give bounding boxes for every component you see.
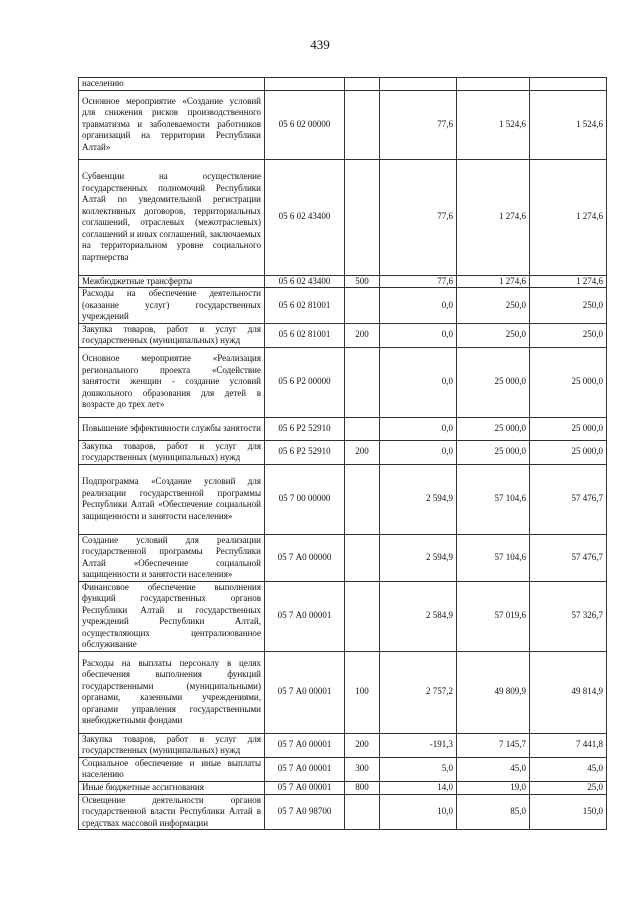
row-value-1: 0,0 (380, 288, 457, 324)
row-code: 05 7 А0 00001 (265, 757, 345, 781)
row-value-3: 25 000,0 (530, 417, 607, 440)
table-row (79, 757, 607, 781)
row-name: Основное мероприятие «Реализация регионального проекта «Содействие занятости женщин - создание условий дошкольного образования для детей в возрасте до трех лет» (79, 347, 265, 417)
budget-table-body (79, 78, 607, 830)
row-value-2: 1 524,6 (457, 90, 530, 159)
row-code (265, 78, 345, 91)
row-type (345, 78, 380, 91)
page-number: 439 (310, 37, 330, 52)
row-type (345, 417, 380, 440)
row-value-1: -191,3 (380, 733, 457, 757)
table-row (79, 464, 607, 534)
row-value-1: 0,0 (380, 347, 457, 417)
row-type: 200 (345, 733, 380, 757)
row-value-1: 14,0 (380, 781, 457, 794)
row-value-1 (380, 78, 457, 91)
row-code: 05 7 А0 00000 (265, 534, 345, 581)
table-row (79, 534, 607, 581)
row-code: 05 7 А0 00001 (265, 581, 345, 651)
table-row (79, 275, 607, 288)
row-value-3: 57 476,7 (530, 464, 607, 534)
row-value-2: 45,0 (457, 757, 530, 781)
table-row (79, 794, 607, 830)
row-code: 05 6 P2 52910 (265, 417, 345, 440)
row-value-3: 25 000,0 (530, 440, 607, 464)
budget-table (78, 77, 607, 830)
row-type (345, 288, 380, 324)
row-code: 05 7 00 00000 (265, 464, 345, 534)
row-value-3: 25,0 (530, 781, 607, 794)
row-type (345, 347, 380, 417)
row-value-3: 45,0 (530, 757, 607, 781)
row-value-2: 250,0 (457, 288, 530, 324)
row-value-3: 1 524,6 (530, 90, 607, 159)
table-row (79, 781, 607, 794)
row-value-3: 150,0 (530, 794, 607, 830)
row-value-1: 77,6 (380, 275, 457, 288)
row-value-1: 2 757,2 (380, 651, 457, 733)
row-value-2: 19,0 (457, 781, 530, 794)
row-value-2: 57 019,6 (457, 581, 530, 651)
row-name: Закупка товаров, работ и услуг для государственных (муниципальных) нужд (79, 323, 265, 347)
row-type: 200 (345, 440, 380, 464)
row-type (345, 581, 380, 651)
row-value-3: 49 814,9 (530, 651, 607, 733)
row-name: Расходы на выплаты персоналу в целях обеспечения выполнения функций государственными (муниципальными) органами, казенными учреждениями, органами управления государственными внебюджетными фондами (79, 651, 265, 733)
row-value-3: 250,0 (530, 323, 607, 347)
row-value-1: 5,0 (380, 757, 457, 781)
row-value-1: 0,0 (380, 440, 457, 464)
row-name: Субвенции на осуществление государственных полномочий Республики Алтай по уведомительной регистрации коллективных договоров, территориальных соглашений, отраслевых (межотраслевых) соглашений и иных соглашений, заключаемых на территориальном уровне социального партнерства (79, 159, 265, 275)
row-type: 100 (345, 651, 380, 733)
row-type (345, 464, 380, 534)
row-type (345, 794, 380, 830)
row-value-2: 25 000,0 (457, 347, 530, 417)
table-row (79, 90, 607, 159)
row-name: Межбюджетные трансферты (79, 275, 265, 288)
table-row (79, 347, 607, 417)
table-row (79, 78, 607, 91)
row-value-2: 1 274,6 (457, 275, 530, 288)
row-value-1: 0,0 (380, 323, 457, 347)
row-value-2: 250,0 (457, 323, 530, 347)
table-row (79, 581, 607, 651)
row-value-1: 2 594,9 (380, 464, 457, 534)
row-value-2: 57 104,6 (457, 464, 530, 534)
row-value-2: 25 000,0 (457, 417, 530, 440)
row-code: 05 6 02 43400 (265, 275, 345, 288)
row-value-1: 2 584,9 (380, 581, 457, 651)
row-value-1: 77,6 (380, 90, 457, 159)
row-code: 05 6 02 81001 (265, 288, 345, 324)
row-code: 05 6 02 81001 (265, 323, 345, 347)
row-name: Создание условий для реализации государственной программы Республики Алтай «Обеспечение социальной защищенности и занятости населения» (79, 534, 265, 581)
row-name: населению (79, 78, 265, 91)
table-row (79, 733, 607, 757)
row-value-3: 25 000,0 (530, 347, 607, 417)
row-value-3: 1 274,6 (530, 159, 607, 275)
table-row (79, 323, 607, 347)
row-name: Закупка товаров, работ и услуг для государственных (муниципальных) нужд (79, 733, 265, 757)
row-value-2: 49 809,9 (457, 651, 530, 733)
row-value-3: 250,0 (530, 288, 607, 324)
row-code: 05 6 P2 52910 (265, 440, 345, 464)
row-type (345, 159, 380, 275)
row-value-3: 7 441,8 (530, 733, 607, 757)
row-type: 800 (345, 781, 380, 794)
row-value-2: 85,0 (457, 794, 530, 830)
row-name: Подпрограмма «Создание условий для реализации государственной программы Республики Алтай «Обеспечение социальной защищенности и занятости населения» (79, 464, 265, 534)
row-name: Расходы на обеспечение деятельности (оказание услуг) государственных учреждений (79, 288, 265, 324)
row-value-3 (530, 78, 607, 91)
row-type (345, 90, 380, 159)
row-value-2: 25 000,0 (457, 440, 530, 464)
table-row (79, 417, 607, 440)
row-name: Повышение эффективности службы занятости (79, 417, 265, 440)
table-row (79, 651, 607, 733)
row-name: Финансовое обеспечение выполнения функций государственных органов Республики Алтай и государственных учреждений Республики Алтай, осуществляющих централизованное обслуживание (79, 581, 265, 651)
row-type: 300 (345, 757, 380, 781)
row-name: Закупка товаров, работ и услуг для государственных (муниципальных) нужд (79, 440, 265, 464)
row-name: Иные бюджетные ассигнования (79, 781, 265, 794)
row-value-3: 57 326,7 (530, 581, 607, 651)
table-row (79, 288, 607, 324)
row-code: 05 7 А0 00001 (265, 733, 345, 757)
row-type (345, 534, 380, 581)
row-value-3: 1 274,6 (530, 275, 607, 288)
row-value-2: 57 104,6 (457, 534, 530, 581)
row-code: 05 7 А0 00001 (265, 651, 345, 733)
table-row (79, 440, 607, 464)
row-value-2: 1 274,6 (457, 159, 530, 275)
row-code: 05 6 02 00000 (265, 90, 345, 159)
row-type: 200 (345, 323, 380, 347)
row-name: Основное мероприятие «Создание условий для снижения рисков производственного травматизма и заболеваемости работников организаций на территории Республики Алтай» (79, 90, 265, 159)
row-code: 05 6 P2 00000 (265, 347, 345, 417)
row-value-1: 10,0 (380, 794, 457, 830)
row-code: 05 7 А0 00001 (265, 781, 345, 794)
row-value-2 (457, 78, 530, 91)
row-value-1: 77,6 (380, 159, 457, 275)
table-row (79, 159, 607, 275)
row-code: 05 7 А0 98700 (265, 794, 345, 830)
row-value-1: 0,0 (380, 417, 457, 440)
row-value-3: 57 476,7 (530, 534, 607, 581)
row-name: Освещение деятельности органов государственной власти Республики Алтай в средствах массовой информации (79, 794, 265, 830)
row-value-2: 7 145,7 (457, 733, 530, 757)
row-type: 500 (345, 275, 380, 288)
row-code: 05 6 02 43400 (265, 159, 345, 275)
row-value-1: 2 594,9 (380, 534, 457, 581)
row-name: Социальное обеспечение и иные выплаты населению (79, 757, 265, 781)
